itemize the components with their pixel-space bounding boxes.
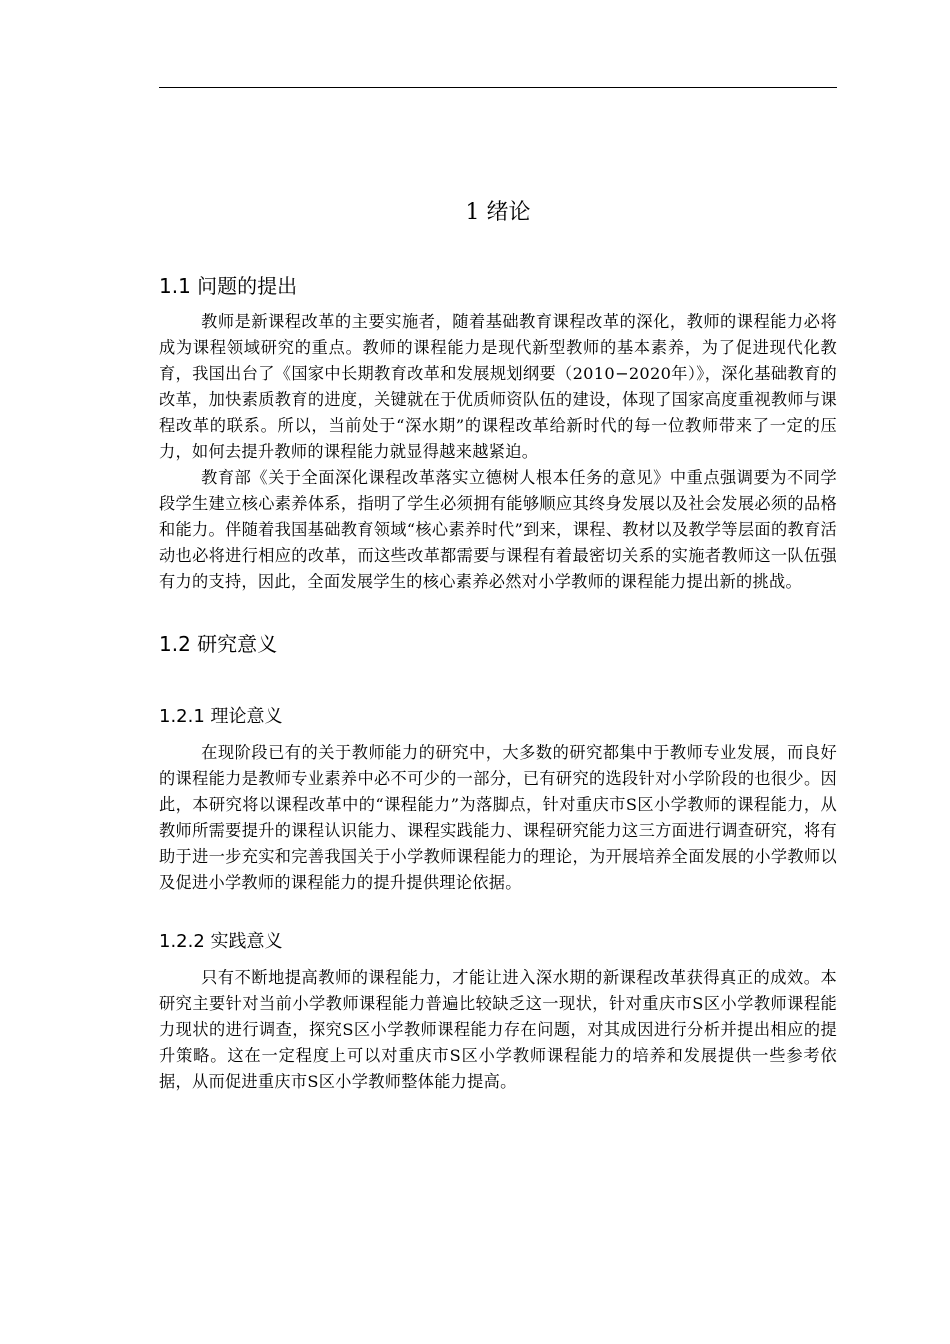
spacer: [159, 667, 837, 703]
section-1-2-1-heading: 1.2.1 理论意义: [159, 706, 283, 727]
spacer: [159, 595, 837, 629]
section-1-2-2-heading: 1.2.2 实践意义: [159, 931, 283, 952]
section-1-2-2-paragraph: 只有不断地提高教师的课程能力，才能让进入深水期的新课程改革获得真正的成效。本研究主要针对当前小学教师课程能力普遍比较缺乏这一现状，针对重庆市S区小学教师课程能力现状的进行调查，探究S区小学教师课程能力存在问题，对其成因进行分析并提出相应的提升策略。这在一定程度上可以对重庆市S区小学教师课程能力的培养和发展提供一些参考依据，从而促进重庆市S区小学教师整体能力提高。: [159, 968, 837, 1091]
section-1-2-heading: 1.2 研究意义: [159, 632, 278, 656]
header-rule: [159, 87, 837, 88]
section-1-1-paragraph-2: 教育部《关于全面深化课程改革落实立德树人根本任务的意见》中重点强调要为不同学段学生建立核心素养体系，指明了学生必须拥有能够顺应其终身发展以及社会发展必须的品格和能力。伴随着我国基础教育领域“核心素养时代”到来，课程、教材以及教学等层面的教育活动也必将进行相应的改革，而这些改革都需要与课程有着最密切关系的实施者教师这一队伍强有力的支持，因此，全面发展学生的核心素养必然对小学教师的课程能力提出新的挑战。: [159, 468, 837, 591]
section-1-1-paragraph-1: 教师是新课程改革的主要实施者，随着基础教育课程改革的深化，教师的课程能力必将成为课程领域研究的重点。教师的课程能力是现代新型教师的基本素养，为了促进现代化教育，我国出台了《国家中长期教育改革和发展规划纲要（2010−2020年）》，深化基础教育的改革，加快素质教育的进度，关键就在于优质师资队伍的建设，体现了国家高度重视教师与课程改革的联系。所以，当前处于“深水期”的课程改革给新时代的每一位教师带来了一定的压力，如何去提升教师的课程能力就显得越来越紧迫。: [159, 312, 837, 461]
page-body: [159, 196, 837, 1095]
chapter-title: 1 绪论: [465, 200, 531, 225]
spacer: [159, 896, 837, 928]
section-1-1-heading: 1.1 问题的提出: [159, 274, 298, 298]
section-1-2-1-paragraph: 在现阶段已有的关于教师能力的研究中，大多数的研究都集中于教师专业发展，而良好的课程能力是教师专业素养中必不可少的一部分，已有研究的选段针对小学阶段的也很少。因此，本研究将以课程改革中的“课程能力”为落脚点，针对重庆市S区小学教师的课程能力，从教师所需要提升的课程认识能力、课程实践能力、课程研究能力这三方面进行调查研究，将有助于进一步充实和完善我国关于小学教师课程能力的理论，为开展培养全面发展的小学教师以及促进小学教师的课程能力的提升提供理论依据。: [159, 743, 837, 892]
